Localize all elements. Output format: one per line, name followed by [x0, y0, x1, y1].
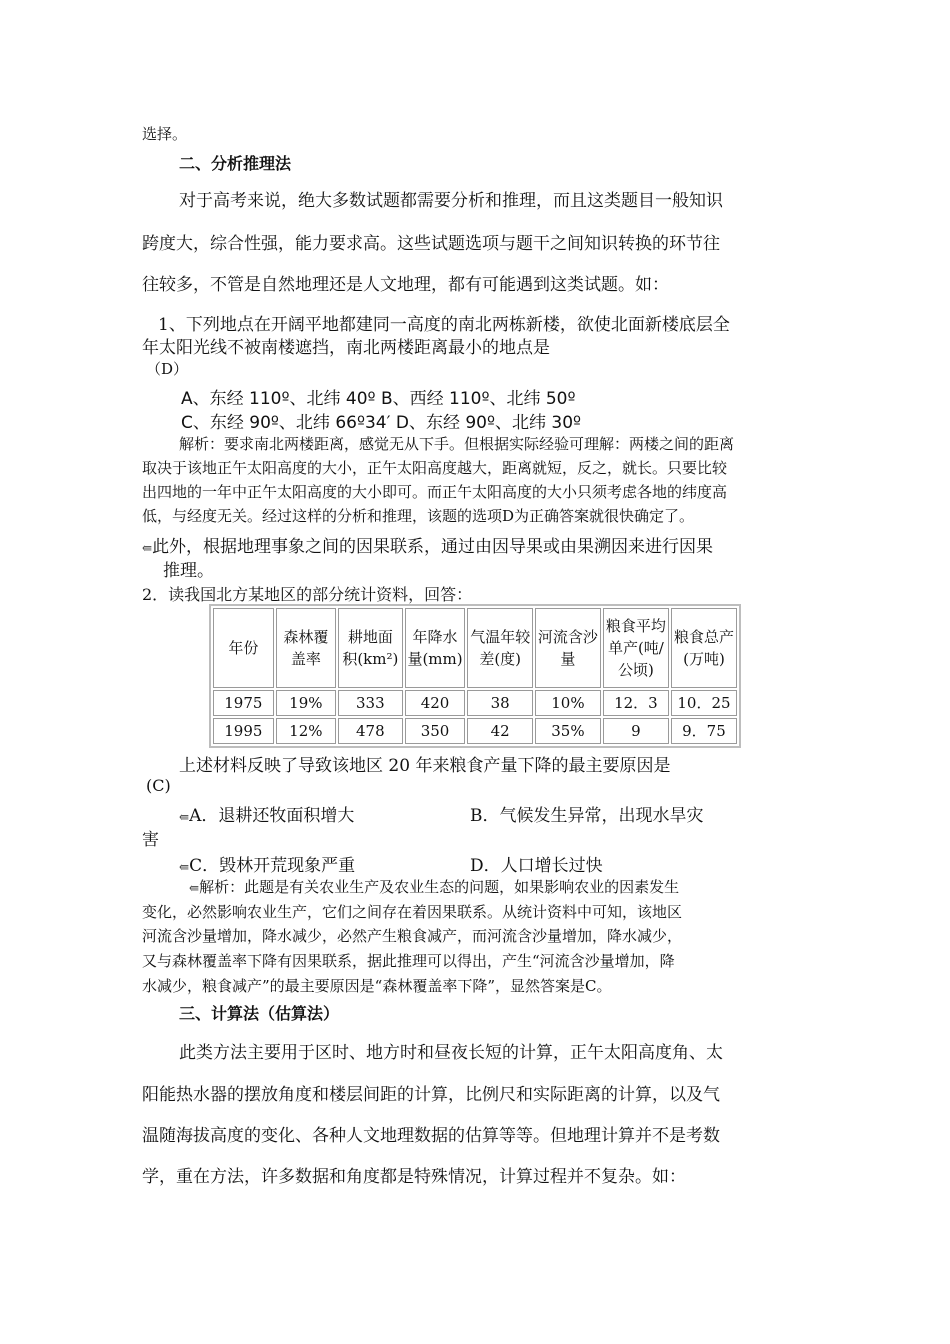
paragraph-line: 此类方法主要用于区时、地方时和昼夜长短的计算，正午太阳高度角、太 — [179, 1043, 723, 1063]
table-cell: 478 — [338, 718, 403, 744]
header-cell-total: 粮食总产 (万吨) — [671, 608, 737, 688]
explanation-line: 又与森林覆盖率下降有因果联系，据此推理可以得出，产生“河流含沙量增加，降 — [142, 952, 675, 970]
table-cell: 10% — [535, 690, 601, 716]
bullet-mark: ⇚ — [189, 881, 200, 895]
table-cell: 1975 — [213, 690, 274, 716]
header-cell-yield: 粮食平均 单产(吨/ 公顷) — [603, 608, 669, 688]
header-cell-forest: 森林覆 盖率 — [276, 608, 336, 688]
option-b: B．气候发生异常，出现水旱灾 — [470, 806, 704, 826]
question-options: C、东经 90º、北纬 66º34′ D、东经 90º、北纬 30º — [181, 413, 582, 433]
explanation-line: 河流含沙量增加，降水减少，必然产生粮食减产，而河流含沙量增加，降水减少， — [142, 927, 683, 945]
paragraph-line: 温随海拔高度的变化、各种人文地理数据的估算等等。但地理计算并不是考数 — [142, 1126, 720, 1146]
table-cell: 9．75 — [671, 718, 737, 744]
paragraph-text: 此外，根据地理事象之间的因果联系，通过由因导果或由果溯因来进行因果 — [152, 537, 714, 557]
text-line: 选择。 — [142, 125, 188, 143]
option-b-continuation: 害 — [142, 830, 159, 850]
paragraph-line: 阳能热水器的摆放角度和楼层间距的计算，比例尺和实际距离的计算，以及气 — [142, 1085, 720, 1105]
table-cell: 1995 — [213, 718, 274, 744]
table-row — [213, 690, 737, 716]
table-cell: 42 — [467, 718, 533, 744]
explanation-line: 低，与经度无关。经过这样的分析和推理，该题的选项D为正确答案就很快确定了。 — [142, 507, 695, 525]
bullet-mark: ⇚ — [179, 810, 190, 824]
table-cell: 333 — [338, 690, 403, 716]
question-line: 上述材料反映了导致该地区 20 年来粮食产量下降的最主要原因是 — [179, 756, 671, 776]
explanation-line: 解析：要求南北两楼距离，感觉无从下手。但根据实际经验可理解：两楼之间的距离 — [179, 435, 735, 453]
paragraph-line: 对于高考来说，绝大多数试题都需要分析和推理，而且这类题目一般知识 — [179, 191, 723, 211]
table-cell: 35% — [535, 718, 601, 744]
question-line: 1、下列地点在开阔平地都建同一高度的南北两栋新楼，欲使北面新楼底层全 — [158, 315, 730, 335]
explanation-line — [189, 876, 679, 897]
header-cell-cropland: 耕地面 积(km²) — [338, 608, 403, 688]
bullet-mark: ⇚ — [142, 541, 153, 555]
option-a — [179, 801, 354, 826]
table-cell: 12．3 — [603, 690, 669, 716]
explanation-line: 水减少，粮食减产”的最主要原因是“森林覆盖率下降”，显然答案是C。 — [142, 977, 612, 995]
paragraph-line: 跨度大，综合性强，能力要求高。这些试题选项与题干之间知识转换的环节往 — [142, 234, 720, 254]
header-cell-sediment: 河流含沙 量 — [535, 608, 601, 688]
table-row — [213, 718, 737, 744]
explanation-text: 解析：此题是有关农业生产及农业生态的问题，如果影响农业的因素发生 — [199, 878, 680, 896]
explanation-line: 取决于该地正午太阳高度的大小，正午太阳高度越大，距离就短，反之，就长。只要比较 — [142, 459, 728, 477]
table-cell: 12% — [276, 718, 336, 744]
table-cell: 19% — [276, 690, 336, 716]
table-cell: 38 — [467, 690, 533, 716]
paragraph-line: 往较多，不管是自然地理还是人文地理，都有可能遇到这类试题。如： — [142, 275, 669, 295]
table-cell: 9 — [603, 718, 669, 744]
header-cell-precip: 年降水 量(mm) — [405, 608, 466, 688]
header-cell-year: 年份 — [213, 608, 274, 688]
option-text: A．退耕还牧面积增大 — [189, 806, 355, 826]
section-heading: 二、分析推理法 — [179, 154, 292, 173]
section-heading: 三、计算法（估算法） — [179, 1004, 340, 1023]
question-line: 年太阳光线不被南楼遮挡，南北两楼距离最小的地点是 — [142, 338, 550, 358]
explanation-line: 出四地的一年中正午太阳高度的大小即可。而正午太阳高度的大小只须考虑各地的纬度高 — [142, 483, 728, 501]
question-answer: (C) — [146, 776, 171, 795]
explanation-line: 变化，必然影响农业生产，它们之间存在着因果联系。从统计资料中可知，该地区 — [142, 903, 683, 921]
table-cell: 350 — [405, 718, 466, 744]
option-text: C．毁林开荒现象严重 — [189, 856, 356, 876]
option-c — [179, 851, 355, 876]
header-cell-temp: 气温年较 差(度) — [467, 608, 533, 688]
option-d: D．人口增长过快 — [470, 856, 603, 876]
statistics-table — [209, 604, 741, 748]
paragraph-line — [142, 532, 713, 557]
question-line: 2．读我国北方某地区的部分统计资料，回答： — [142, 585, 473, 604]
bullet-mark: ⇚ — [179, 860, 190, 874]
table-cell: 420 — [405, 690, 466, 716]
paragraph-line: 学，重在方法，许多数据和角度都是特殊情况，计算过程并不复杂。如： — [142, 1167, 686, 1187]
question-options: A、东经 110º、北纬 40º B、西经 110º、北纬 50º — [181, 389, 576, 409]
table-header-row — [213, 608, 737, 688]
question-answer: （D） — [146, 360, 189, 378]
paragraph-line: 推理。 — [163, 561, 214, 581]
table-cell: 10．25 — [671, 690, 737, 716]
